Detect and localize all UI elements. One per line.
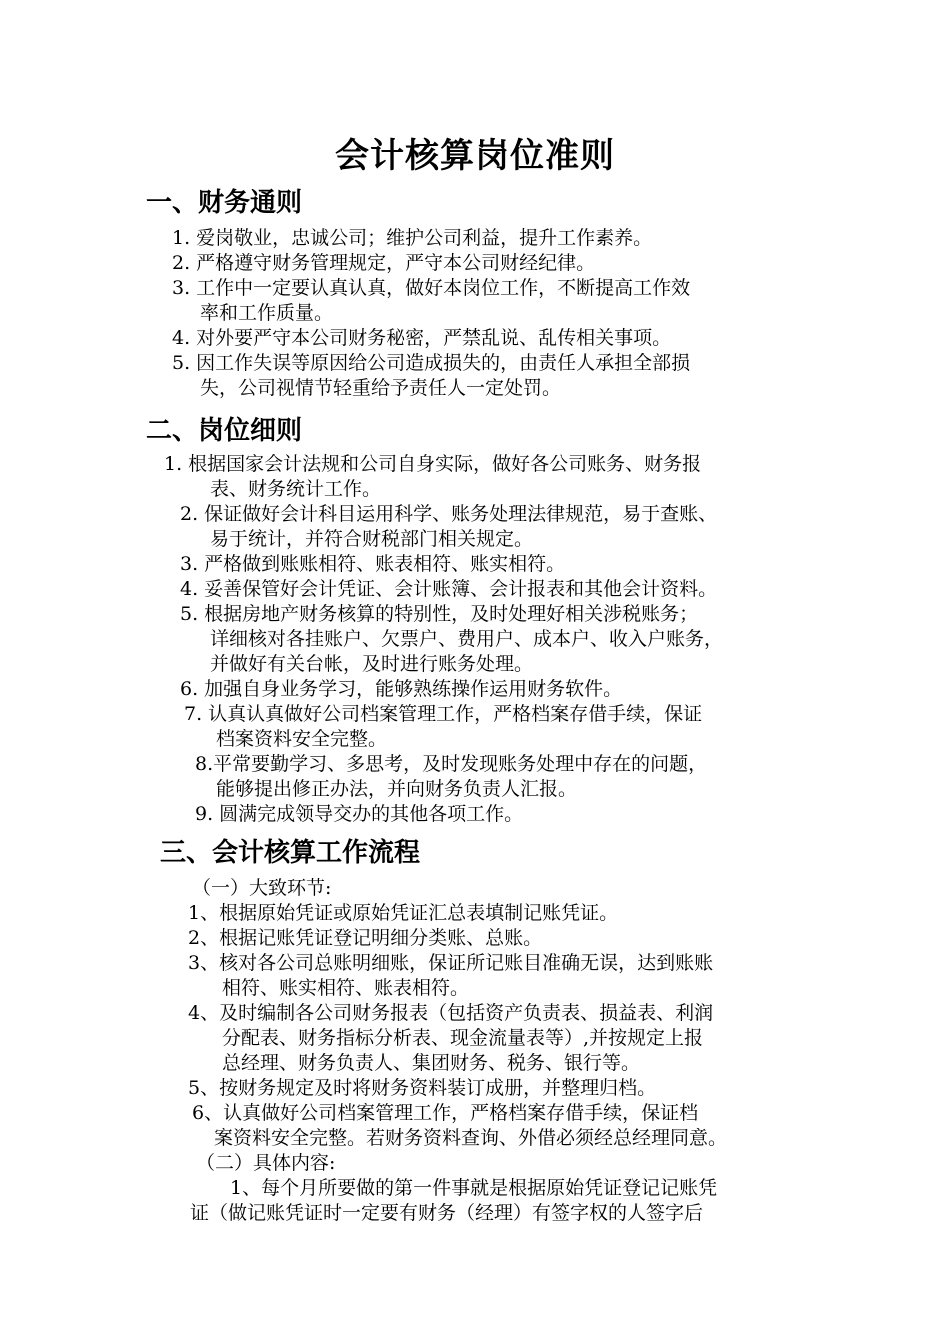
section-2-heading: 二、岗位细则: [146, 416, 303, 446]
s1-line: 2. 严格遵守财务管理规定，严守本公司财经纪律。: [172, 252, 596, 274]
s3-line: 分配表、财务指标分析表、现金流量表等）,并按规定上报: [222, 1027, 704, 1049]
section-3-heading: 三、会计核算工作流程: [160, 838, 421, 868]
s3-line: 1、根据原始凭证或原始凭证汇总表填制记账凭证。: [188, 902, 619, 924]
s2-line: 1. 根据国家会计法规和公司自身实际，做好各公司账务、财务报: [164, 453, 702, 475]
s2-line: 6. 加强自身业务学习，能够熟练操作运用财务软件。: [180, 678, 623, 700]
s3-line: 案资料安全完整。若财务资料查询、外借必须经总经理同意。: [214, 1127, 728, 1149]
s3-line: 证（做记账凭证时一定要有财务（经理）有签字权的人签字后: [190, 1202, 704, 1224]
page-title: 会计核算岗位准则: [335, 136, 615, 176]
s3-subheading: （一）大致环节:: [192, 877, 332, 899]
s3-line: 6、认真做好公司档案管理工作，严格档案存借手续，保证档: [192, 1102, 699, 1124]
s1-line: 5. 因工作失误等原因给公司造成损失的，由责任人承担全部损: [172, 352, 691, 374]
s2-line: 易于统计，并符合财税部门相关规定。: [210, 528, 534, 550]
s3-line: 1、每个月所要做的第一件事就是根据原始凭证登记记账凭: [230, 1177, 718, 1199]
s3-line: 总经理、财务负责人、集团财务、税务、银行等。: [222, 1052, 641, 1074]
section-1-heading: 一、财务通则: [146, 188, 303, 218]
s2-line: 表、财务统计工作。: [210, 478, 382, 500]
s3-subheading: （二）具体内容:: [196, 1152, 336, 1174]
s2-line: 7. 认真认真做好公司档案管理工作，严格档案存借手续，保证: [184, 703, 703, 725]
s2-line: 详细核对各挂账户、欠票户、费用户、成本户、收入户账务，: [210, 628, 724, 650]
s2-line: 3. 严格做到账账相符、账表相符、账实相符。: [180, 553, 566, 575]
s2-line: 档案资料安全完整。: [216, 728, 388, 750]
s2-line: 8.平常要勤学习、多思考，及时发现账务处理中存在的问题，: [195, 753, 708, 775]
s3-line: 相符、账实相符、账表相符。: [222, 977, 470, 999]
s1-line: 率和工作质量。: [200, 302, 334, 324]
s1-line: 4. 对外要严守本公司财务秘密，严禁乱说、乱传相关事项。: [172, 327, 672, 349]
s2-line: 2. 保证做好会计科目运用科学、账务处理法律规范，易于查账、: [180, 503, 718, 525]
s3-line: 5、按财务规定及时将财务资料装订成册，并整理归档。: [188, 1077, 657, 1099]
s3-line: 2、根据记账凭证登记明细分类账、总账。: [188, 927, 543, 949]
s2-line: 4. 妥善保管好会计凭证、会计账簿、会计报表和其他会计资料。: [180, 578, 718, 600]
s2-line: 5. 根据房地产财务核算的特别性，及时处理好相关涉税账务；: [180, 603, 699, 625]
s2-line: 并做好有关台帐，及时进行账务处理。: [210, 653, 534, 675]
s1-line: 1. 爱岗敬业，忠诚公司；维护公司利益，提升工作素养。: [172, 227, 653, 249]
s1-line: 3. 工作中一定要认真认真，做好本岗位工作，不断提高工作效: [172, 277, 691, 299]
s3-line: 3、核对各公司总账明细账，保证所记账目准确无误，达到账账: [188, 952, 714, 974]
s1-line: 失，公司视情节轻重给予责任人一定处罚。: [200, 377, 562, 399]
s2-line: 能够提出修正办法，并向财务负责人汇报。: [216, 778, 578, 800]
s3-line: 4、及时编制各公司财务报表（包括资产负责表、损益表、利润: [188, 1002, 714, 1024]
s2-line: 9. 圆满完成领导交办的其他各项工作。: [195, 803, 524, 825]
